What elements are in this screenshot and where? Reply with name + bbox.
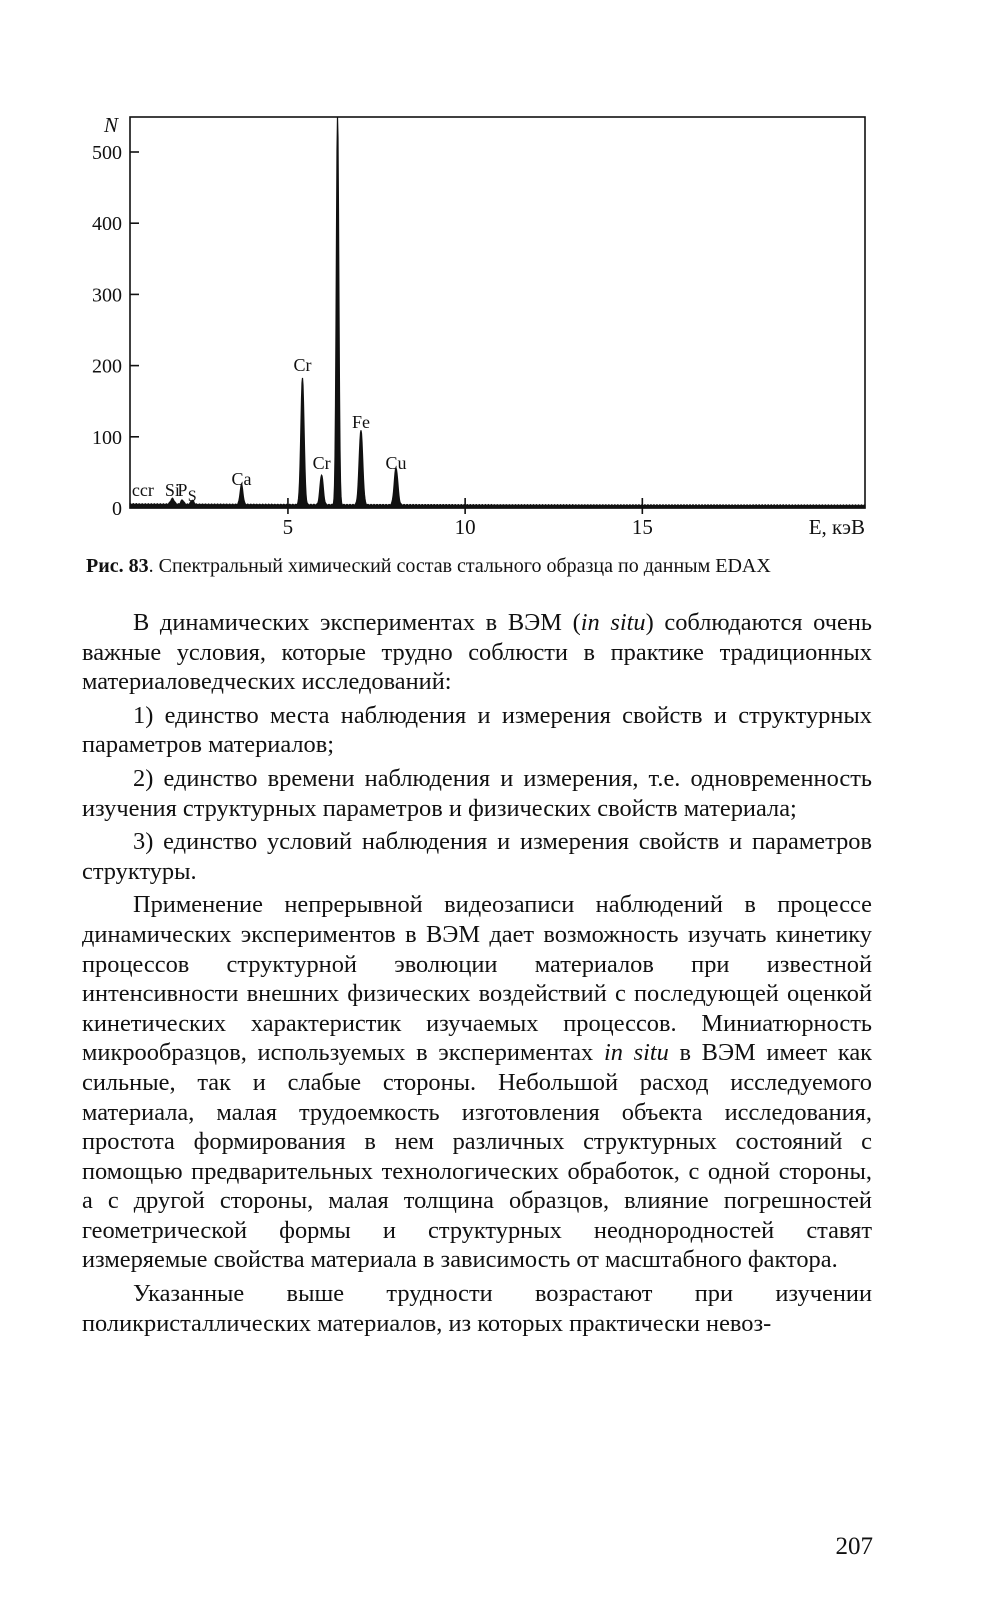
list-item-2: 2) единство времени наблюдения и измерения, т.е. одновременность изучения структурных параметров и физических свойств материала;	[82, 764, 872, 822]
y-tick-label: 400	[92, 213, 122, 236]
y-tick-label: 100	[92, 426, 122, 449]
y-tick-label: 0	[112, 498, 122, 520]
x-tick-label: 10	[454, 515, 476, 539]
x-tick-label: 15	[631, 515, 653, 539]
peak-label: ccr	[131, 480, 154, 500]
paragraph-intro	[82, 608, 872, 697]
figure-number: Рис. 83	[86, 555, 149, 577]
y-tick-label: 300	[92, 284, 122, 307]
text-run: ) соблюдаются очень важные условия, которые трудно соблюсти в практике традиционных материаловедческих исследований:	[82, 609, 873, 696]
y-tick-label: 500	[92, 142, 122, 164]
text-run: Применение непрерывной видеозаписи наблюдений в процессе динамических экспериментов в ВЭМ дает возможность изучать кинетику процессов структурной эволюции материалов при известной интенсивности внешних физических воздействий с последующей оценкой кинетических характеристик изучаемых процессов. Миниатюрность микрообразцов, используемых в экспериментах	[82, 891, 872, 1067]
peak-label: Ca	[231, 469, 252, 489]
list-item-3: 3) единство условий наблюдения и измерения свойств и параметров структуры.	[82, 828, 872, 885]
peak-label: Cr	[312, 453, 331, 473]
figure-caption-text: . Спектральный химический состав стального образца по данным EDAX	[148, 555, 771, 577]
spectrum-curve	[130, 117, 865, 508]
list-item-1: 1) единство места наблюдения и измерения свойств и структурных параметров материалов;	[82, 701, 872, 759]
paragraph-video-recording	[82, 890, 872, 1275]
x-tick-label: 5	[282, 515, 294, 539]
y-tick-label: 200	[92, 355, 122, 378]
peak-label: Si	[164, 480, 180, 500]
italic-term: in situ	[603, 1039, 669, 1067]
paragraph-difficulties: Указанные выше трудности возрастают при изучении поликристаллических материалов, из которых практически невоз-	[82, 1280, 872, 1337]
text-run: в ВЭМ имеет как сильные, так и слабые стороны. Небольшой расход исследуемого материала, малая трудоемкость изготовления объекта исследования, простота формирования в нем различных структурных состояний с помощью предварительных технологических обработок, с одной стороны, а с другой стороны, малая толщина образцов, влияние погрешностей геометрической формы и структурных неоднородностей ставят измеряемые свойства материала в зависимость от масштабного фактора.	[82, 1039, 873, 1274]
plot-frame	[130, 117, 865, 508]
body-text	[82, 608, 872, 1338]
edax-spectrum-chart	[0, 0, 981, 560]
text-run: В динамических экспериментах в ВЭМ (	[133, 609, 581, 636]
peak-label: Cu	[385, 453, 407, 473]
peak-label: Fe	[351, 412, 370, 432]
peak-label: Cr	[293, 355, 312, 375]
figure-caption	[86, 552, 886, 580]
y-axis-label: N	[103, 113, 118, 137]
page-number: 207	[835, 1533, 873, 1560]
peak-label: P	[177, 480, 188, 500]
peak-label: S	[187, 488, 197, 505]
x-axis-label: E, кэВ	[808, 515, 865, 539]
italic-term: in situ	[580, 609, 646, 636]
